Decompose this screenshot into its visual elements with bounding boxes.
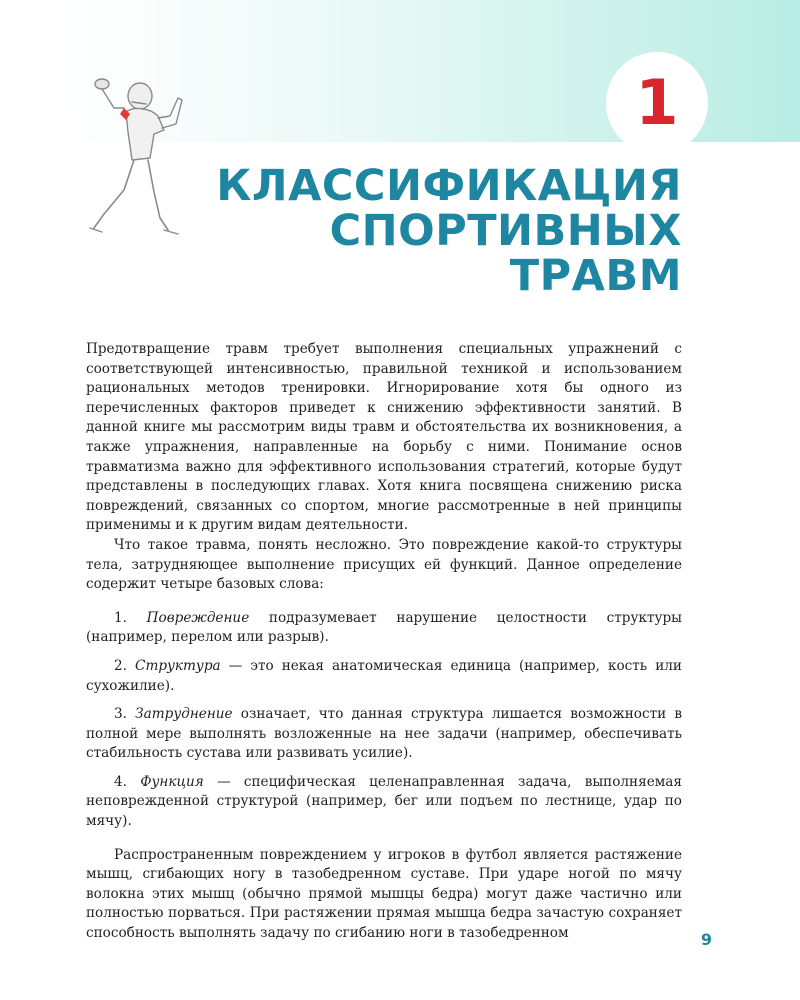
list-item — [86, 773, 682, 832]
intro-paragraph: Предотвращение травм требует выполнения специальных упражнений с соответствующей интенсивностью, правильной техникой и использованием рациональных методов тренировки. Игнорирование хотя бы одного из перечисленных факторов приведет к снижению эффективности занятий. В данной книге мы рассмотрим виды травм и обстоятельства их возникновения, а также упражнения, направленные на борьбу с ними. Понимание основ травматизма важно для эффективного использования стратегий, которые будут представлены в последующих главах. Хотя книга посвящена снижению риска повреждений, связанных со спортом, многие рассмотренные в ней принципы применимы и к другим видам деятельности. — [86, 341, 682, 534]
chapter-number: 1 — [635, 66, 679, 139]
list-number: 3. — [114, 706, 127, 723]
list-text: подразумевает нарушение целостности структуры (например, перелом или разрыв). — [86, 609, 682, 646]
chapter-title-line: СПОРТИВНЫХ — [329, 206, 682, 256]
list-item — [86, 657, 682, 696]
chapter-body — [86, 340, 682, 944]
chapter-title-line: КЛАССИФИКАЦИЯ — [216, 161, 682, 211]
list-item — [86, 609, 682, 648]
list-term: Функция — [140, 773, 204, 790]
list-number: 1. — [114, 609, 127, 626]
list-number: 2. — [114, 657, 127, 674]
page-number: 9 — [700, 930, 712, 949]
chapter-number-badge — [606, 52, 708, 154]
chapter-title — [216, 161, 682, 301]
list-term: Затруднение — [135, 706, 233, 723]
definition-list — [86, 609, 682, 832]
list-text: — это некая анатомическая единица (например, кость или сухожилие). — [86, 657, 682, 694]
list-term: Структура — [135, 657, 221, 674]
list-number: 4. — [114, 773, 127, 790]
definition-paragraph: Что такое травма, понять несложно. Это повреждение какой-то структуры тела, затрудняющее выполнение присущих ей функций. Данное определение содержит четыре базовых слова: — [86, 536, 682, 593]
list-text: означает, что данная структура лишается возможности в полной мере выполнять возложенные на нее задачи (например, обеспечивать стабильность сустава или развивать усилие). — [86, 706, 682, 762]
list-term: Повреждение — [146, 609, 250, 626]
closing-paragraph: Распространенным повреждением у игроков в футбол является растяжение мышц, сгибающих ногу в тазобедренном суставе. При ударе ногой по мячу волокна этих мышц (обычно прямой мышцы бедра) могут даже частично или полностью порваться. При растяжении прямая мышца бедра зачастую сохраняет способность выполнять задачу по сгибанию ноги в тазобедренном — [86, 846, 682, 942]
chapter-title-line: ТРАВМ — [509, 251, 682, 301]
list-text: — специфическая целенаправленная задача, выполняемая неповрежденной структурой (например, бег или подъем по лестнице, удар по мячу). — [86, 773, 682, 830]
list-item — [86, 705, 682, 764]
football-quarterback-sketch-icon — [80, 68, 200, 243]
